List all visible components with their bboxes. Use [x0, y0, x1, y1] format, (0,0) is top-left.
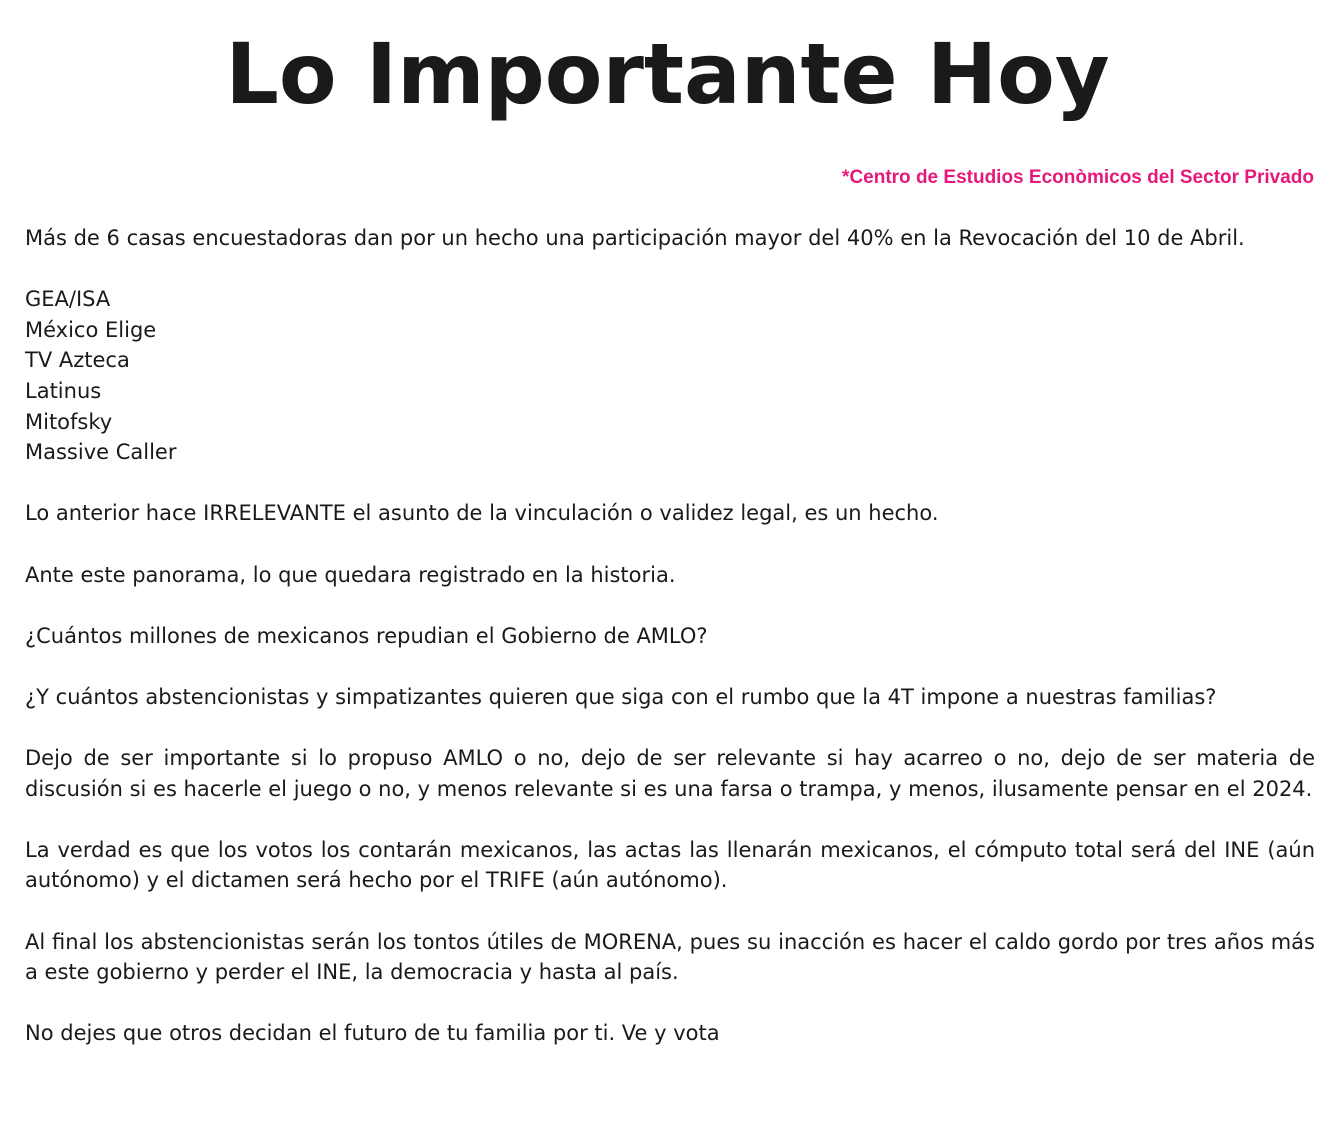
pollster-item: México Elige [25, 317, 157, 342]
paragraph-al-final: Al final los abstencionistas serán los tontos útiles de MORENA, pues su inacción es hacer el caldo gordo por tres años más a este gobierno y perder el INE, la democracia y hasta al país. [25, 929, 1315, 985]
page-title: Lo Importante Hoy [225, 25, 1110, 123]
paragraph-call-to-action: No dejes que otros decidan el futuro de tu familia por ti. Ve y vota [25, 1021, 720, 1046]
pollster-item: GEA/ISA [25, 287, 111, 312]
paragraph-panorama: Ante este panorama, lo que quedara registrado en la historia. [25, 562, 676, 587]
paragraph-dejo-de-ser: Dejo de ser importante si lo propuso AMLO o no, dejo de ser relevante si hay acarreo o no, dejo de ser materia de discusión si es hacerle el juego o no, y menos relevante si es una farsa o trampa, y menos, ilusamente pensar en el 2024. [25, 746, 1315, 801]
pollster-item: Latinus [25, 378, 102, 403]
pollster-item: Massive Caller [25, 440, 177, 465]
paragraph-question-repudian: ¿Cuántos millones de mexicanos repudian el Gobierno de AMLO? [25, 623, 708, 648]
intro-paragraph: Más de 6 casas encuestadoras dan por un hecho una participación mayor del 40% en la Revocación del 10 de Abril. [25, 226, 1245, 250]
paragraph-irrelevante: Lo anterior hace IRRELEVANTE el asunto de la vinculación o validez legal, es un hecho. [25, 501, 939, 526]
paragraph-question-abstencionistas: ¿Y cuántos abstencionistas y simpatizantes quieren que siga con el rumbo que la 4T impone a nuestras familias? [25, 684, 1217, 709]
pollster-item: Mitofsky [25, 409, 113, 434]
pollster-list [25, 284, 1315, 468]
paragraph-la-verdad: La verdad es que los votos los contarán mexicanos, las actas las llenarán mexicanos, el cómputo total será del INE (aún autónomo) y el dictamen será hecho por el TRIFE (aún autónomo). [25, 837, 1315, 893]
article-body [25, 223, 1315, 1080]
pollster-item: TV Azteca [25, 348, 130, 373]
source-note: *Centro de Estudios Econòmicos del Sector Privado [842, 167, 1314, 188]
